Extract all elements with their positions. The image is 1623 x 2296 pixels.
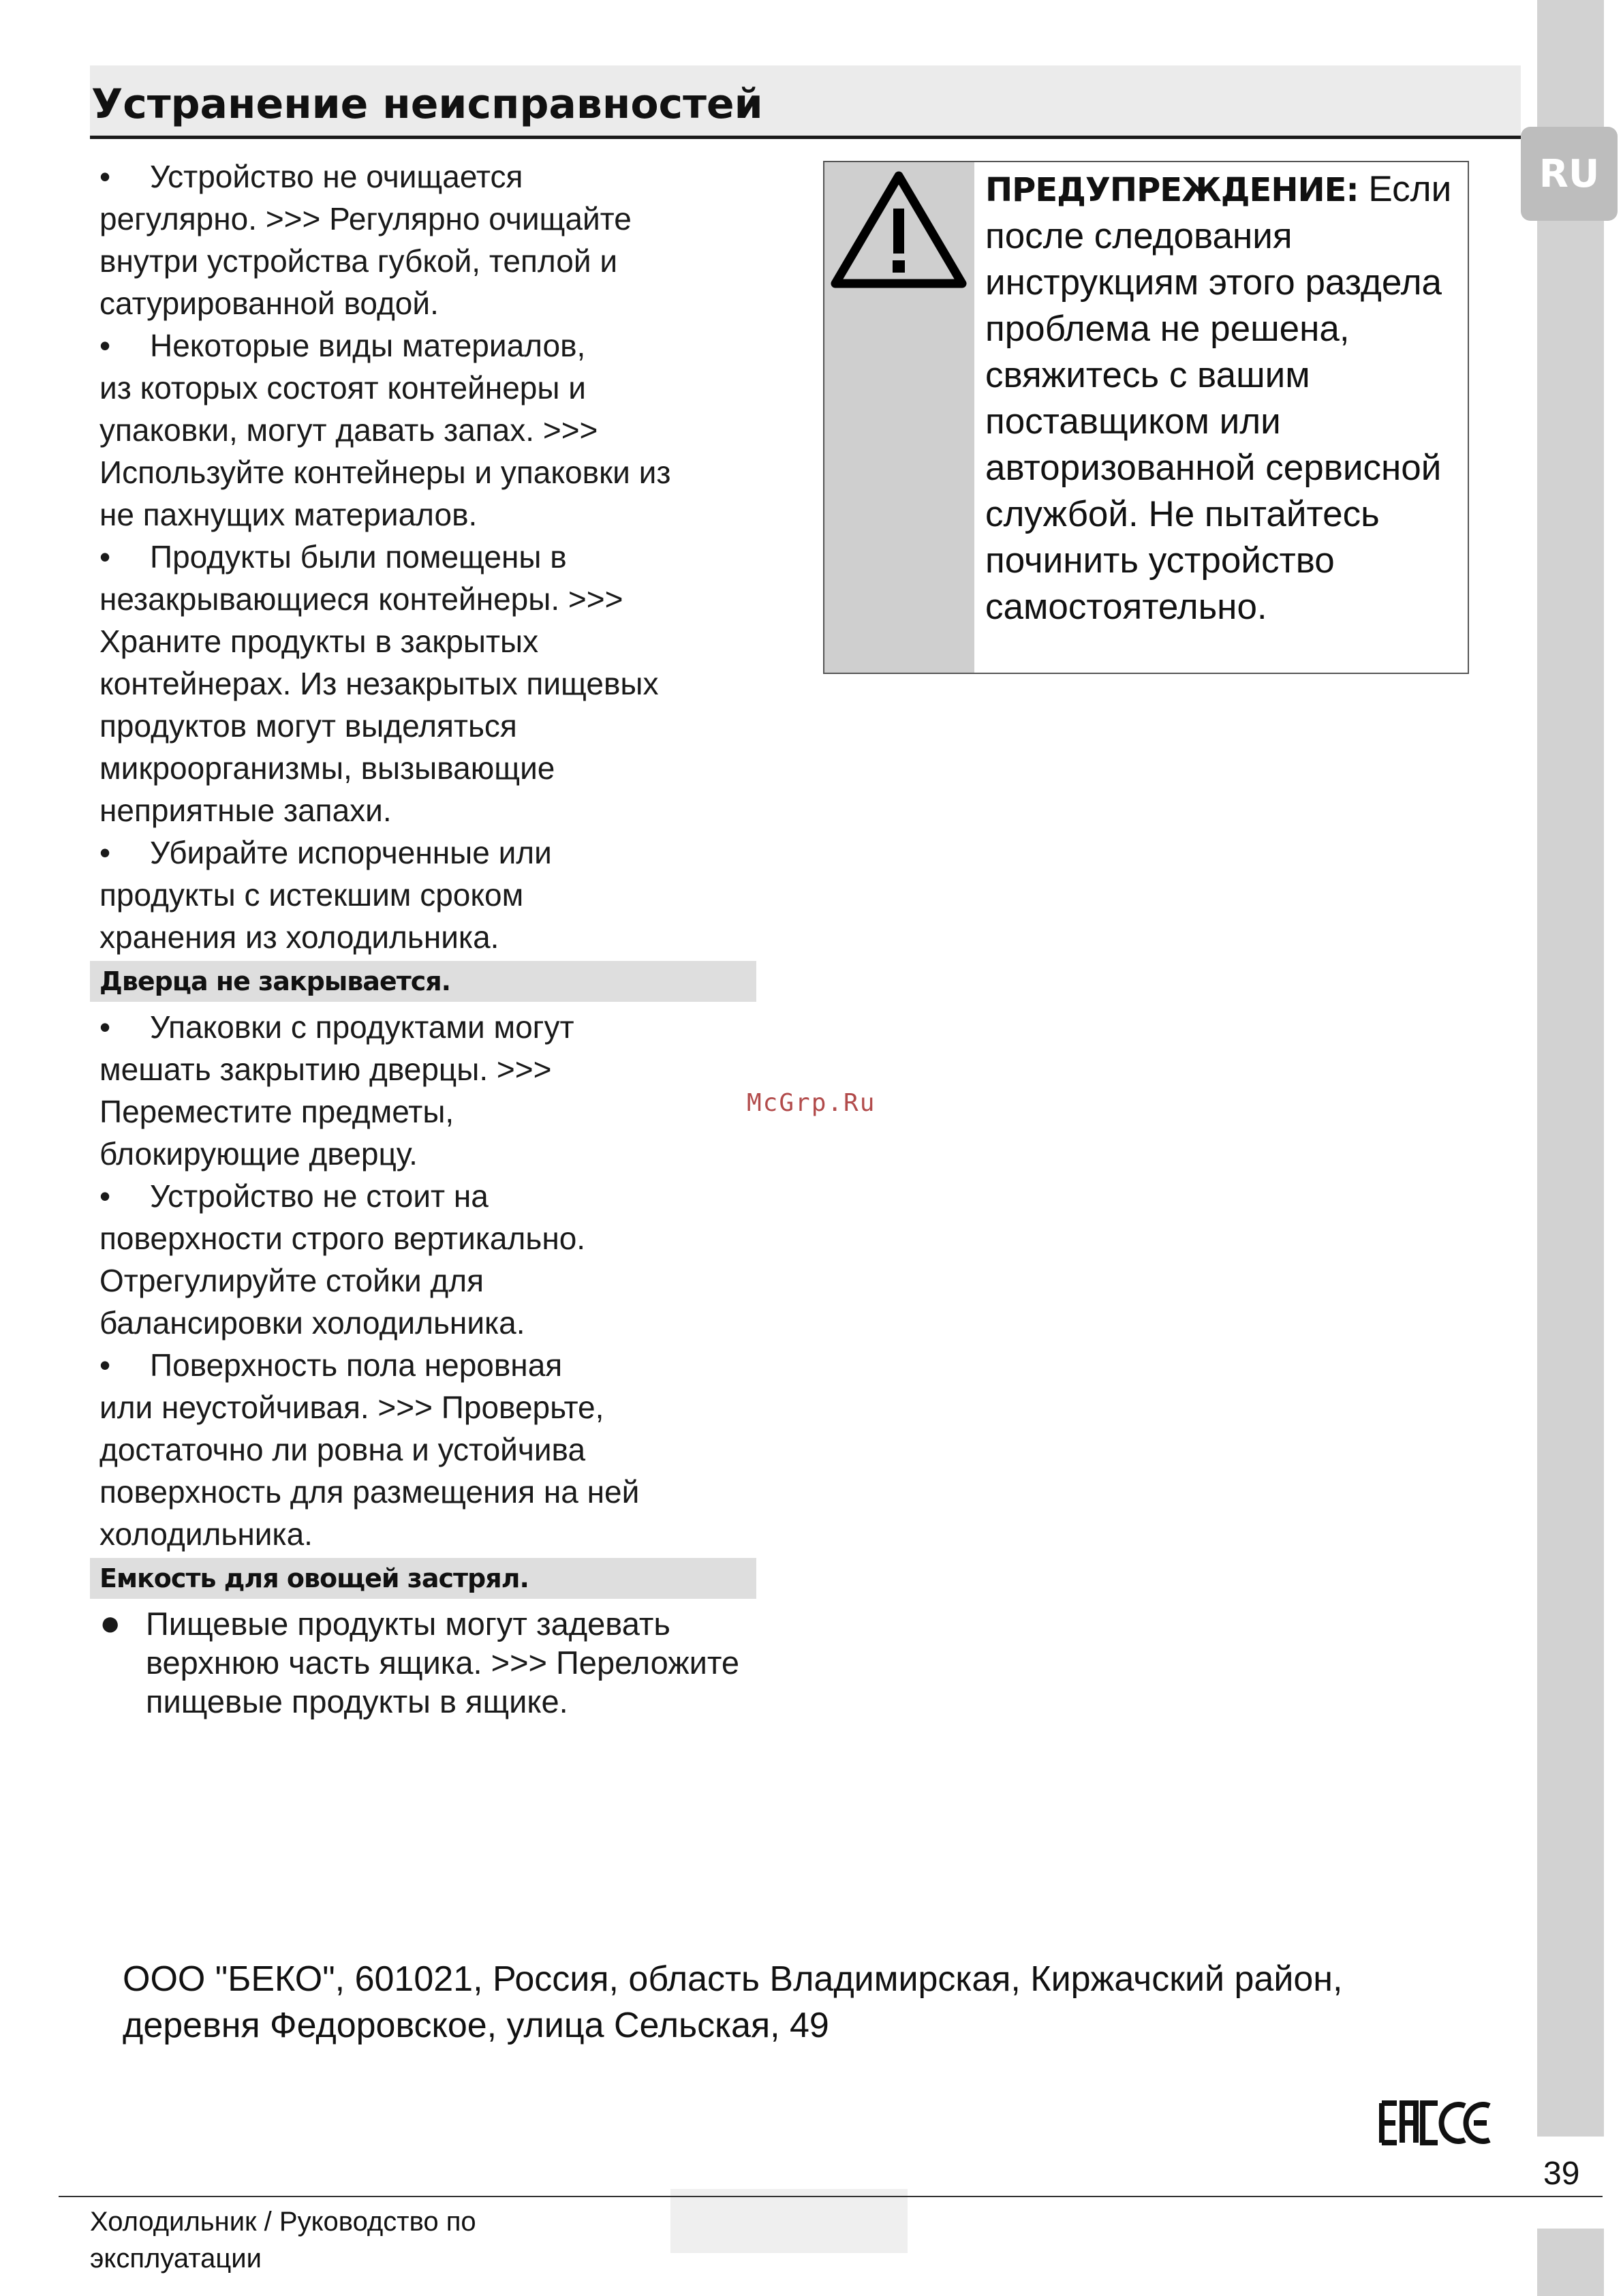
sidebar-strip — [1537, 0, 1604, 2137]
warning-icon-cell — [824, 162, 974, 673]
bullet-marker: • — [99, 539, 111, 575]
list-item-continuation: незакрывающиеся контейнеры. >>> Храните продукты в закрытых контейнерах. Из незакрытых пищевых продуктов могут выделяться микроорганизмы, вызывающие неприятные запахи. — [99, 581, 659, 828]
watermark: McGrp.Ru — [747, 1089, 876, 1117]
bullet-marker: • — [99, 835, 111, 870]
bullet-marker: ● — [99, 1604, 121, 1643]
list-item-continuation: или неустойчивая. >>> Проверьте, достаточно ли ровна и устойчива поверхность для размещения на ней холодильника. — [99, 1390, 640, 1552]
warning-box — [823, 161, 1469, 674]
page-title: Устранение неисправностей — [91, 80, 763, 128]
section-heading-door: Дверца не закрывается. — [90, 961, 756, 1002]
section-heading-crisper: Емкость для овощей застрял. — [90, 1558, 756, 1599]
bullet-marker: • — [99, 328, 111, 363]
eac-ce-mark-icon — [1376, 2099, 1492, 2147]
manufacturer-address: ООО "БЕКО", 601021, Россия, область Владимирская, Киржачский район, деревня Федоровское, улица Сельская, 49 — [123, 1959, 1343, 2045]
list-item: • Некоторые виды материалов, — [99, 324, 760, 367]
list-item: • Продукты были помещены в — [99, 536, 760, 578]
certification-marks — [1376, 2099, 1492, 2150]
warning-triangle-icon — [830, 169, 968, 290]
footer-text: Холодильник / Руководство по эксплуатации — [90, 2207, 476, 2274]
bullet-marker: • — [99, 1009, 111, 1045]
title-bar — [90, 65, 1521, 139]
bullet-marker: • — [99, 159, 111, 194]
list-item-continuation: продукты с истекшим сроком хранения из холодильника. — [99, 877, 524, 955]
left-column — [99, 155, 760, 1721]
footer-gray-block — [670, 2189, 908, 2253]
list-item-continuation: поверхности строго вертикально. Отрегулируйте стойки для балансировки холодильника. — [99, 1221, 586, 1341]
list-item: • Устройство не стоит на — [99, 1175, 760, 1217]
list-item-continuation: регулярно. >>> Регулярно очищайте внутри устройства губкой, теплой и сатурированной водой. — [99, 201, 632, 321]
warning-message: Если после следования инструкциям этого раздела проблема не решена, свяжитесь с вашим поставщиком или авторизованной сервисной службой. Не пытайтесь починить устройство самостоятельно. — [985, 169, 1452, 627]
list-item: • Устройство не очищается — [99, 155, 760, 198]
bullet-marker: • — [99, 1178, 111, 1214]
warning-text — [974, 162, 1468, 673]
sidebar-strip-bottom — [1537, 2229, 1604, 2296]
list-item: • Убирайте испорченные или — [99, 831, 760, 874]
list-item-continuation: из которых состоят контейнеры и упаковки, могут давать запах. >>> Используйте контейнеры и упаковки из не пахнущих материалов. — [99, 370, 671, 532]
list-item: • Поверхность пола неровная — [99, 1344, 760, 1386]
bullet-marker: • — [99, 1347, 111, 1383]
warning-label: ПРЕДУПРЕЖДЕНИЕ: — [985, 171, 1359, 209]
footer-divider — [59, 2196, 1603, 2197]
language-tab: RU — [1521, 127, 1618, 221]
list-item-continuation: мешать закрытию дверцы. >>> Переместите предметы, блокирующие дверцу. — [99, 1052, 552, 1172]
list-item: • Упаковки с продуктами могут — [99, 1006, 760, 1048]
page-number: 39 — [1543, 2156, 1580, 2192]
list-item: ● Пищевые продукты могут задевать верхнюю часть ящика. >>> Переложите пищевые продукты в ящике. — [99, 1604, 740, 1719]
